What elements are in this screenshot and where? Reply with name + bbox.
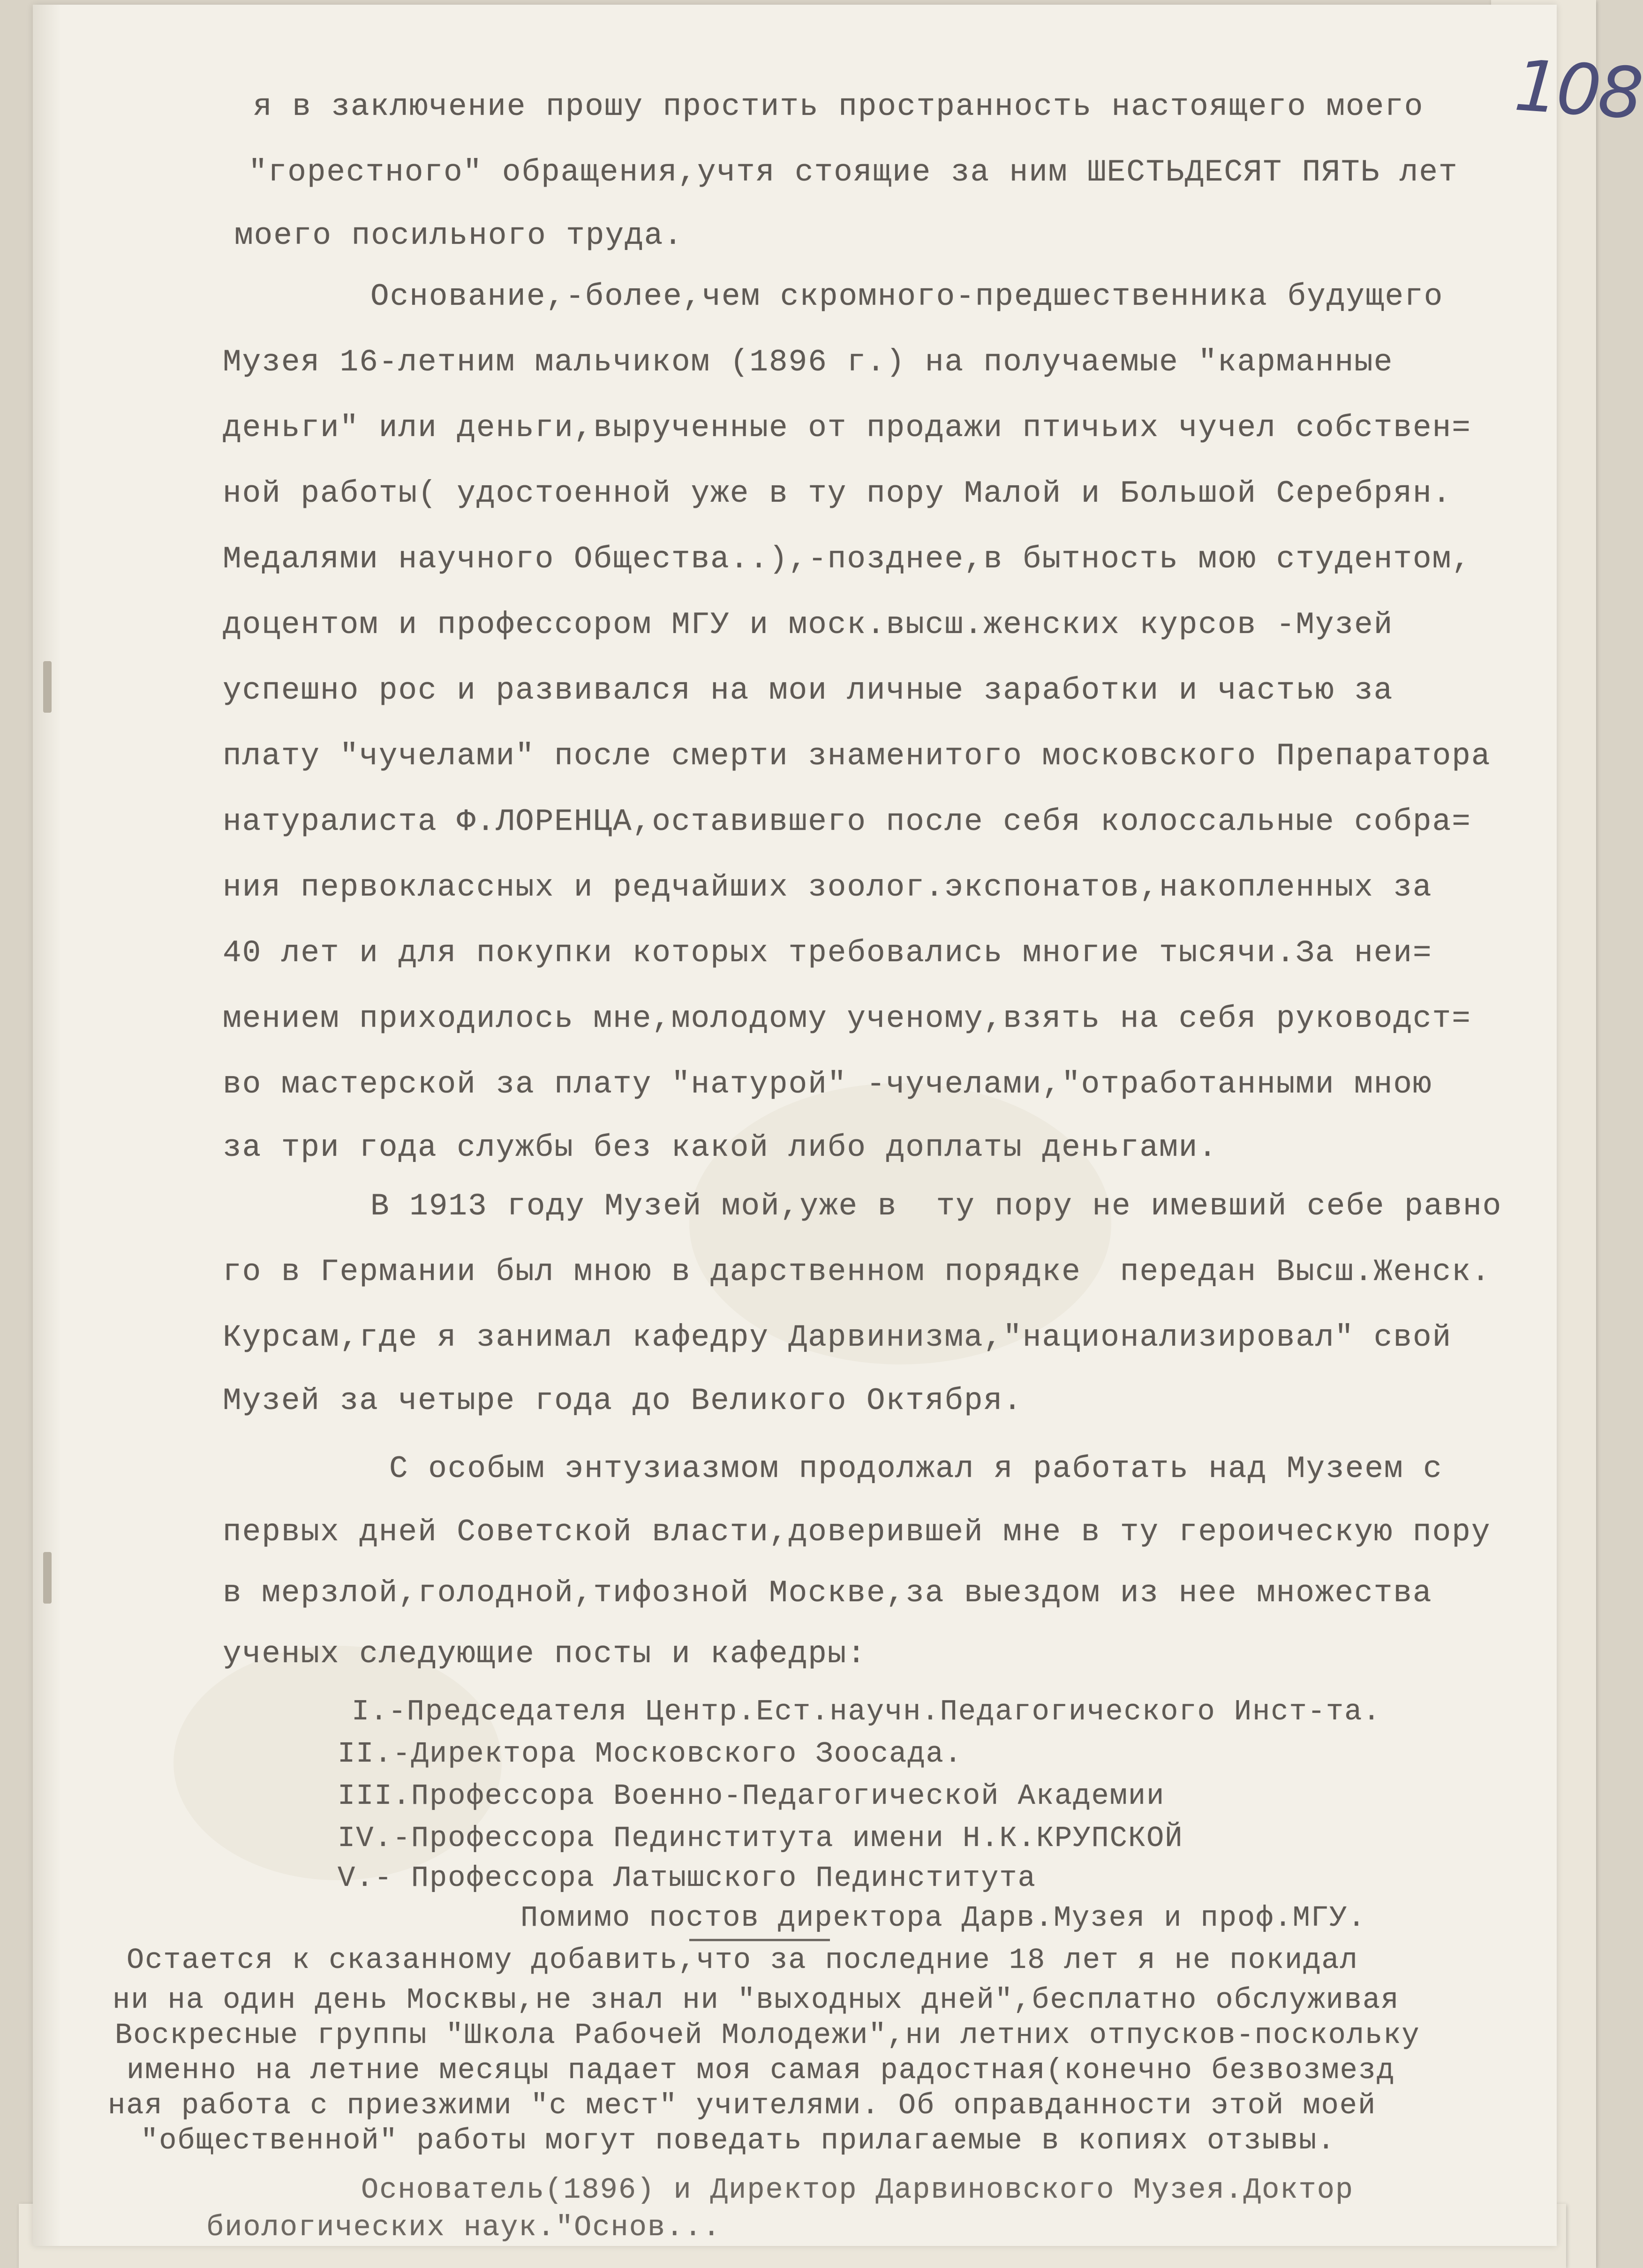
text-line: ная работа с приезжими "с мест" учителями. Об оправданности этой моей: [108, 2089, 1377, 2122]
text-line: натуралиста Ф.ЛОРЕНЦА,оставившего после себя колоссальные собра=: [223, 804, 1471, 839]
posts-list-item: III.Профессора Военно-Педагогической Академии: [338, 1779, 1165, 1813]
text-line: в мерзлой,голодной,тифозной Москве,за выездом из нее множества: [223, 1575, 1432, 1611]
punch-hole: [43, 661, 52, 713]
text-line: Воскресные группы "Школа Рабочей Молодежи",ни летних отпусков-поскольку: [115, 2019, 1420, 2052]
text-line: "горестного" обращения,учтя стоящие за ним ШЕСТЬДЕСЯТ ПЯТЬ лет: [249, 155, 1458, 190]
posts-list-item: II.-Директора Московского Зоосада.: [338, 1737, 963, 1771]
text-line: во мастерской за плату "натурой" -чучелами,"отработанными мною: [223, 1067, 1432, 1102]
signature-line: Основатель(1896) и Директор Дарвиновского Музея.Доктор: [361, 2173, 1354, 2207]
posts-list-item: V.- Профессора Латышского Пединститута: [338, 1861, 1036, 1895]
document-page: [33, 5, 1643, 2246]
text-line: Музей за четыре года до Великого Октября.: [223, 1383, 1023, 1418]
text-line: первых дней Советской власти,доверившей мне в ту героическую пору: [223, 1515, 1491, 1550]
text-line: мением приходилось мне,молодому ученому,взять на себя руководст=: [223, 1001, 1471, 1036]
text-line: "общественной" работы могут поведать прилагаемые в копиях отзывы.: [141, 2124, 1336, 2157]
page-edge-shadow: [33, 5, 61, 2246]
handwritten-page-number: 108: [1512, 45, 1643, 136]
text-line: я в заключение прошу простить пространность настоящего моего: [253, 89, 1424, 124]
text-line: доцентом и профессором МГУ и моск.высш.женских курсов -Музей: [223, 607, 1394, 642]
text-line: деньги" или деньги,вырученные от продажи птичьих чучел собствен=: [223, 410, 1471, 445]
text-line: Медалями научного Общества..),-позднее,в бытность мою студентом,: [223, 542, 1471, 577]
punch-hole: [43, 1552, 52, 1604]
text-line: С особым энтузиазмом продолжал я работать над Музеем с: [389, 1451, 1443, 1486]
posts-list-item: I.-Председателя Центр.Ест.научн.Педагогического Инст-та.: [352, 1695, 1381, 1728]
signature-line: биологических наук."Основ...: [206, 2211, 721, 2244]
text-line: плату "чучелами" после смерти знаменитого московского Препаратора: [223, 738, 1491, 774]
text-line: ни на один день Москвы,не знал ни "выходных дней",бесплатно обслуживая: [113, 1983, 1400, 2017]
text-line: моего посильного труда.: [234, 218, 683, 253]
text-line: Музея 16-летним мальчиком (1896 г.) на получаемые "карманные: [223, 345, 1394, 380]
text-line: Курсам,где я занимал кафедру Дарвинизма,"национализировал" свой: [223, 1320, 1452, 1355]
text-line: ученых следующие посты и кафедры:: [223, 1636, 867, 1672]
text-line: В 1913 году Музей мой,уже в ту пору не имевший себе равно: [370, 1189, 1502, 1224]
posts-list-item: IV.-Профессора Пединститута имени Н.К.КРУПСКОЙ: [338, 1822, 1183, 1855]
text-fragment: го в Германии был мною в дарственном порядке передан Высш.Женск.: [223, 1254, 1491, 1289]
text-line: успешно рос и развивался на мои личные заработки и частью за: [223, 673, 1394, 708]
text-line: ной работы( удостоенной уже в ту пору Малой и Большой Серебрян.: [223, 476, 1452, 511]
text-line: именно на летние месяцы падает моя самая радостная(конечно безвозмезд: [127, 2054, 1395, 2087]
text-line: 40 лет и для покупки которых требовались многие тысячи.За неи=: [223, 935, 1432, 971]
posts-summary: Помимо постов директора Дарв.Музея и проф.МГУ.: [520, 1901, 1366, 1935]
text-line: Основание,-более,чем скромного-предшественника будущего: [370, 279, 1444, 314]
text-line: ния первоклассных и редчайших зоолог.экспонатов,накопленных за: [223, 870, 1432, 905]
text-line: за три года службы без какой либо доплаты деньгами.: [223, 1130, 1218, 1165]
text-line: Остается к сказанному добавить,что за последние 18 лет я не покидал: [127, 1944, 1358, 1977]
handwritten-mark: [689, 1939, 830, 1941]
underlined-phrase: [778, 1257, 1149, 1288]
